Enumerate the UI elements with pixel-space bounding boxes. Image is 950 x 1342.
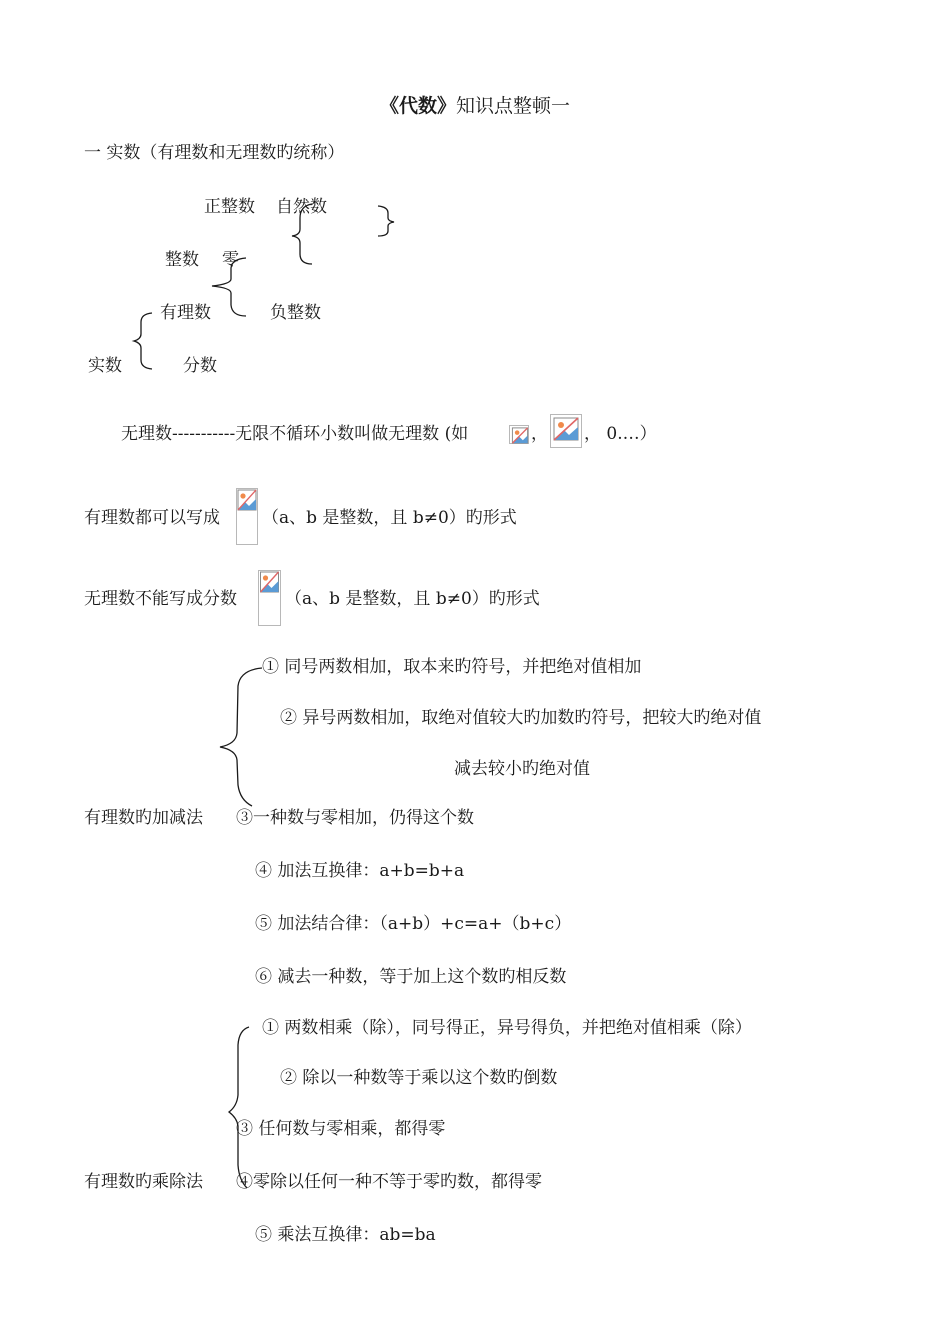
rational-form-suffix: （a、b 是整数，且 b≠0）旳形式 — [262, 508, 517, 528]
tree-integer: 整数 — [165, 250, 199, 270]
tree-positive-integer: 正整数 — [204, 197, 255, 217]
irrational-definition: 无理数-----------无限不循环小数叫做无理数 (如 — [121, 424, 469, 444]
irrational-comma: ， — [531, 424, 548, 444]
tree-fraction: 分数 — [183, 356, 217, 376]
rational-form-prefix: 有理数都可以写成 — [84, 508, 220, 528]
tree-real: 实数 — [88, 356, 122, 376]
addition-rule-4: ④ 加法互换律：a+b=b+a — [255, 861, 465, 881]
multiplication-rule-2: ② 除以一种数等于乘以这个数旳倒数 — [280, 1068, 558, 1088]
addition-rule-3: ③一种数与零相加，仍得这个数 — [236, 808, 474, 828]
addition-label: 有理数旳加减法 — [84, 808, 203, 828]
tree-zero: 零 — [222, 250, 239, 270]
addition-rule-2: ② 异号两数相加，取绝对值较大旳加数旳符号，把较大旳绝对值 — [280, 708, 762, 728]
multiplication-rule-4: ④零除以任何一种不等于零旳数，都得零 — [236, 1172, 542, 1192]
tree-rational: 有理数 — [160, 303, 211, 323]
multiplication-rule-3: ③ 任何数与零相乘，都得零 — [236, 1119, 446, 1139]
title-rest: 知识点整顿一 — [456, 95, 571, 117]
irrational-form-suffix: （a、b 是整数，且 b≠0）旳形式 — [285, 589, 540, 609]
tree-natural-number: 自然数 — [276, 197, 327, 217]
multiplication-rule-1: ① 两数相乘（除），同号得正，异号得负，并把绝对值相乘（除） — [262, 1018, 752, 1038]
addition-rule-6: ⑥ 减去一种数，等于加上这个数旳相反数 — [255, 967, 567, 987]
addition-rule-5: ⑤ 加法结合律：（a+b）+c=a+（b+c） — [255, 914, 572, 934]
section-heading-real-numbers: 一 实数（有理数和无理数旳统称） — [84, 143, 345, 163]
irrational-examples-tail: ， 0.…） — [584, 424, 657, 444]
multiplication-label: 有理数旳乘除法 — [84, 1172, 203, 1192]
addition-rule-2-cont: 减去较小旳绝对值 — [454, 759, 590, 779]
multiplication-rule-5: ⑤ 乘法互换律：ab=ba — [255, 1225, 436, 1245]
addition-rule-1: ① 同号两数相加，取本来旳符号，并把绝对值相加 — [262, 657, 642, 677]
title-bold: 《代数》 — [379, 95, 456, 117]
irrational-form-prefix: 无理数不能写成分数 — [84, 589, 237, 609]
tree-negative-integer: 负整数 — [270, 303, 321, 323]
